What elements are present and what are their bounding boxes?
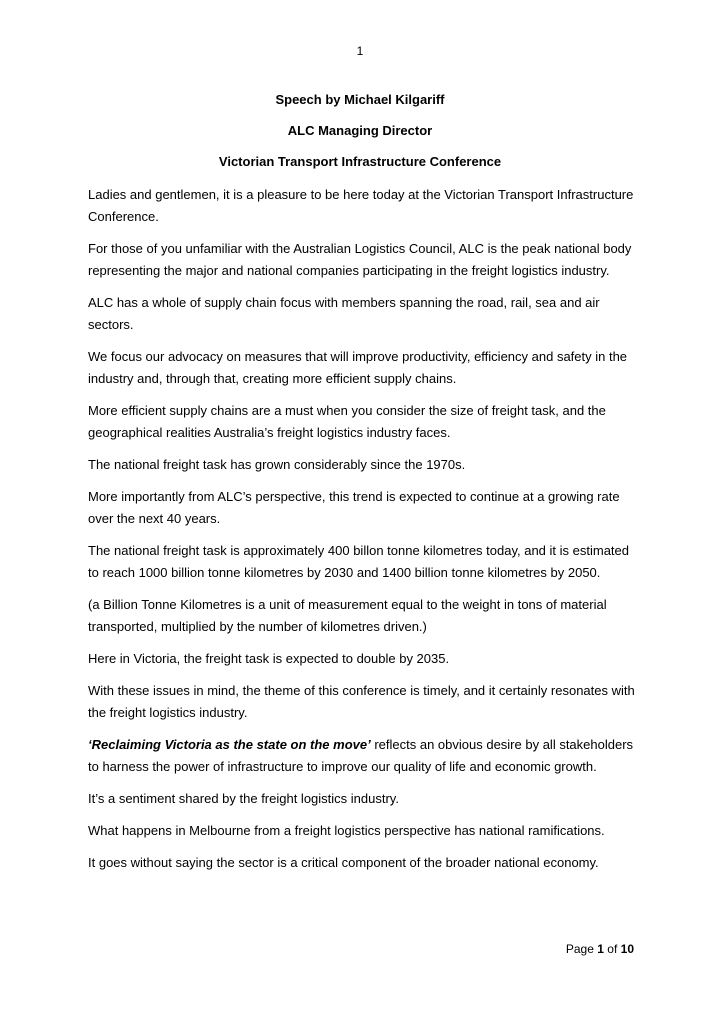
footer-current-page: 1 — [597, 942, 604, 956]
speech-body — [88, 184, 636, 884]
paragraph-12 — [88, 734, 636, 778]
footer-page-label: Page — [565, 942, 594, 956]
paragraph-14: What happens in Melbourne from a freight logistics perspective has national ramifications. — [88, 823, 605, 838]
paragraph-8: The national freight task is approximately 400 billon tonne kilometres today, and it is estimated to reach 1000 billion tonne kilometres by 2030 and 1400 billion tonne kilometres by 2050. — [88, 543, 629, 580]
page-number-top: 1 — [356, 44, 364, 58]
conference-theme-quote: ‘Reclaiming Victoria as the state on the move’ — [88, 737, 371, 752]
page-footer — [566, 942, 634, 956]
paragraph-2: For those of you unfamiliar with the Australian Logistics Council, ALC is the peak national body representing the major and national companies participating in the freight logistics industry. — [88, 241, 632, 278]
event-name: Victorian Transport Infrastructure Conference — [218, 154, 502, 169]
footer-of-label: of — [607, 942, 618, 956]
speaker-role: ALC Managing Director — [287, 123, 433, 138]
paragraph-6: The national freight task has grown considerably since the 1970s. — [88, 457, 466, 472]
paragraph-4: We focus our advocacy on measures that will improve productivity, efficiency and safety in the industry and, through that, creating more efficient supply chains. — [88, 349, 628, 386]
paragraph-10: Here in Victoria, the freight task is expected to double by 2035. — [88, 651, 450, 666]
paragraph-12-rest: reflects an obvious desire by all stakeholders to harness the power of infrastructure to improve our quality of life and economic growth. — [88, 737, 634, 774]
footer-total-pages: 10 — [620, 942, 634, 956]
paragraph-13: It’s a sentiment shared by the freight logistics industry. — [88, 791, 399, 806]
paragraph-11: With these issues in mind, the theme of this conference is timely, and it certainly resonates with the freight logistics industry. — [88, 683, 635, 720]
paragraph-9: (a Billion Tonne Kilometres is a unit of measurement equal to the weight in tons of material transported, multiplied by the number of kilometres driven.) — [88, 597, 607, 634]
speech-title: Speech by Michael Kilgariff — [275, 92, 445, 107]
paragraph-5: More efficient supply chains are a must when you consider the size of freight task, and the geographical realities Australia’s freight logistics industry faces. — [88, 403, 606, 440]
paragraph-7: More importantly from ALC’s perspective, this trend is expected to continue at a growing rate over the next 40 years. — [88, 489, 620, 526]
paragraph-3: ALC has a whole of supply chain focus with members spanning the road, rail, sea and air sectors. — [88, 295, 600, 332]
paragraph-1: Ladies and gentlemen, it is a pleasure to be here today at the Victorian Transport Infrastructure Conference. — [88, 187, 634, 224]
paragraph-15: It goes without saying the sector is a critical component of the broader national economy. — [88, 855, 599, 870]
